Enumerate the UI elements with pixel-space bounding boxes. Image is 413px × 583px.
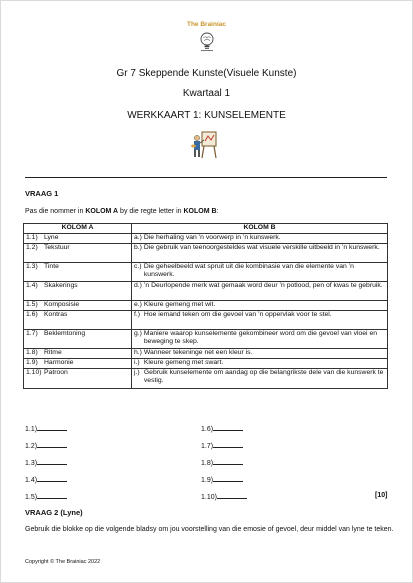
item-letter: j.) bbox=[134, 369, 140, 376]
item-letter: d.) bbox=[134, 282, 142, 289]
item-term: Harmonie bbox=[44, 359, 74, 366]
answer-blank[interactable] bbox=[201, 492, 247, 501]
table-row bbox=[24, 263, 388, 282]
brain-lightbulb-logo-icon bbox=[199, 32, 215, 52]
column-a-header: KOLOM A bbox=[24, 224, 132, 234]
column-a-cell bbox=[24, 330, 132, 349]
item-letter: e.) bbox=[134, 301, 142, 308]
answer-line[interactable] bbox=[37, 492, 67, 499]
answer-blank[interactable] bbox=[25, 458, 67, 467]
answer-blank[interactable] bbox=[25, 424, 67, 433]
answer-label: 1.4) bbox=[25, 477, 38, 484]
column-b-cell bbox=[132, 359, 388, 369]
answer-blank[interactable] bbox=[201, 458, 243, 467]
column-a-cell bbox=[24, 282, 132, 301]
column-a-cell bbox=[24, 359, 132, 369]
table-row bbox=[24, 359, 388, 369]
item-term: Tinte bbox=[44, 263, 59, 270]
column-a-cell bbox=[24, 301, 132, 311]
item-description: Gebruik kunselemente om aandag op die belangrikste dele van die kunswerk te vestig. bbox=[143, 369, 384, 385]
item-number: 1.4) bbox=[26, 282, 38, 289]
item-number: 1.2) bbox=[26, 244, 38, 251]
item-term: Patroon bbox=[44, 369, 68, 376]
column-b-cell bbox=[132, 234, 388, 244]
question-2-instruction: Gebruik die blokke op die volgende bladsy om jou voorstelling van die emosie of gevoel, deur middel van lyne te teken. bbox=[25, 526, 394, 533]
item-letter: i.) bbox=[134, 359, 140, 366]
answer-blank[interactable] bbox=[25, 475, 67, 484]
worksheet-title: WERKKAART 1: KUNSELEMENTE bbox=[127, 110, 286, 121]
table-row bbox=[24, 244, 388, 263]
answer-line[interactable] bbox=[37, 441, 67, 448]
item-number: 1.3) bbox=[26, 263, 38, 270]
item-description: Hoe iemand teken om die gevoel van ’n oppervlak voor te stel. bbox=[143, 311, 332, 318]
item-number: 1.10) bbox=[26, 369, 42, 376]
table-row bbox=[24, 330, 388, 349]
answer-label: 1.7) bbox=[201, 443, 214, 450]
answer-line[interactable] bbox=[37, 458, 67, 465]
item-term: Kontras bbox=[44, 311, 68, 318]
item-term: Ritme bbox=[44, 349, 62, 356]
item-number: 1.8) bbox=[26, 349, 38, 356]
item-term: Tekstuur bbox=[44, 244, 70, 251]
matching-table bbox=[23, 223, 388, 389]
answer-line[interactable] bbox=[213, 458, 243, 465]
table-row bbox=[24, 369, 388, 389]
column-b-header: KOLOM B bbox=[132, 224, 388, 234]
item-number: 1.6) bbox=[26, 311, 38, 318]
item-number: 1.1) bbox=[26, 234, 38, 241]
column-a-cell bbox=[24, 311, 132, 330]
answer-blank[interactable] bbox=[201, 475, 243, 484]
item-number: 1.7) bbox=[26, 330, 38, 337]
item-letter: a.) bbox=[134, 234, 142, 241]
column-b-cell bbox=[132, 301, 388, 311]
answer-label: 1.5) bbox=[25, 494, 38, 501]
column-a-cell bbox=[24, 244, 132, 263]
table-row bbox=[24, 311, 388, 330]
item-term: Beklemtoning bbox=[44, 330, 86, 337]
item-description: Kleure gemeng met wit. bbox=[143, 301, 216, 308]
item-letter: f.) bbox=[134, 311, 141, 318]
question-2-heading: VRAAG 2 (Lyne) bbox=[25, 508, 83, 517]
question-1-instruction: Pas die nommer in KOLOM A by die regte letter in KOLOM B: bbox=[25, 208, 219, 215]
column-b-cell bbox=[132, 244, 388, 263]
item-description: Kleure gemeng met swart. bbox=[143, 359, 224, 366]
item-description: Die herhaling van ’n voorwerp in ’n kunswerk. bbox=[143, 234, 281, 241]
column-b-cell bbox=[132, 349, 388, 359]
copyright-footer: Copyright © The Brainiac 2022 bbox=[25, 559, 101, 565]
column-b-cell bbox=[132, 369, 388, 389]
item-term: Komposisie bbox=[44, 301, 80, 308]
column-b-cell bbox=[132, 330, 388, 349]
answer-blank[interactable] bbox=[201, 424, 243, 433]
item-term: Skakerings bbox=[44, 282, 78, 289]
answer-line[interactable] bbox=[37, 424, 67, 431]
answer-label: 1.3) bbox=[25, 460, 38, 467]
item-description: Wanneer tekeninge net een kleur is. bbox=[143, 349, 253, 356]
item-letter: h.) bbox=[134, 349, 142, 356]
question-1-marks: [10] bbox=[375, 492, 388, 499]
table-row bbox=[24, 234, 388, 244]
answer-line[interactable] bbox=[213, 475, 243, 482]
item-letter: b.) bbox=[134, 244, 142, 251]
column-b-cell bbox=[132, 282, 388, 301]
answer-label: 1.1) bbox=[25, 426, 38, 433]
column-b-cell bbox=[132, 311, 388, 330]
answer-line[interactable] bbox=[213, 441, 243, 448]
column-a-cell bbox=[24, 234, 132, 244]
item-description: Maniere waarop kunselemente gekombineer word om die gevoel van vloei en beweging te skep. bbox=[143, 330, 378, 346]
item-description: ’n Deurlopende merk wat gemaak word deur ’n potlood, pen of kwas te gebruik. bbox=[143, 282, 383, 289]
table-row bbox=[24, 282, 388, 301]
answer-blank[interactable] bbox=[201, 441, 243, 450]
item-description: Die geheelbeeld wat spruit uit die kombinasie van die elemente van ’n kunswerk. bbox=[143, 263, 354, 279]
table-row bbox=[24, 301, 388, 311]
item-letter: g.) bbox=[134, 330, 142, 337]
brand-name: The Brainiac bbox=[186, 21, 226, 28]
answer-label: 1.2) bbox=[25, 443, 38, 450]
column-b-cell bbox=[132, 263, 388, 282]
column-a-cell bbox=[24, 369, 132, 389]
artist-at-easel-clipart bbox=[191, 129, 219, 159]
question-1-heading: VRAAG 1 bbox=[25, 189, 59, 198]
term-title: Kwartaal 1 bbox=[182, 88, 231, 99]
item-description: Die gebruik van teenoorgesteldes wat visuele verskille uitbeeld in ’n kunswerk. bbox=[143, 244, 380, 251]
item-number: 1.5) bbox=[26, 301, 38, 308]
answer-label: 1.9) bbox=[201, 477, 214, 484]
answer-label: 1.10) bbox=[201, 494, 217, 501]
answer-blank[interactable] bbox=[25, 492, 67, 501]
answer-line[interactable] bbox=[213, 424, 243, 431]
answer-line[interactable] bbox=[217, 492, 247, 499]
item-number: 1.9) bbox=[26, 359, 38, 366]
column-a-cell bbox=[24, 263, 132, 282]
answer-label: 1.6) bbox=[201, 426, 214, 433]
item-term: Lyne bbox=[44, 234, 59, 241]
answer-blank[interactable] bbox=[25, 441, 67, 450]
subject-title: Gr 7 Skeppende Kunste(Visuele Kunste) bbox=[116, 68, 297, 79]
answer-label: 1.8) bbox=[201, 460, 214, 467]
answer-line[interactable] bbox=[37, 475, 67, 482]
column-a-cell bbox=[24, 349, 132, 359]
table-row bbox=[24, 349, 388, 359]
section-divider bbox=[25, 177, 387, 178]
item-letter: c.) bbox=[134, 263, 142, 270]
